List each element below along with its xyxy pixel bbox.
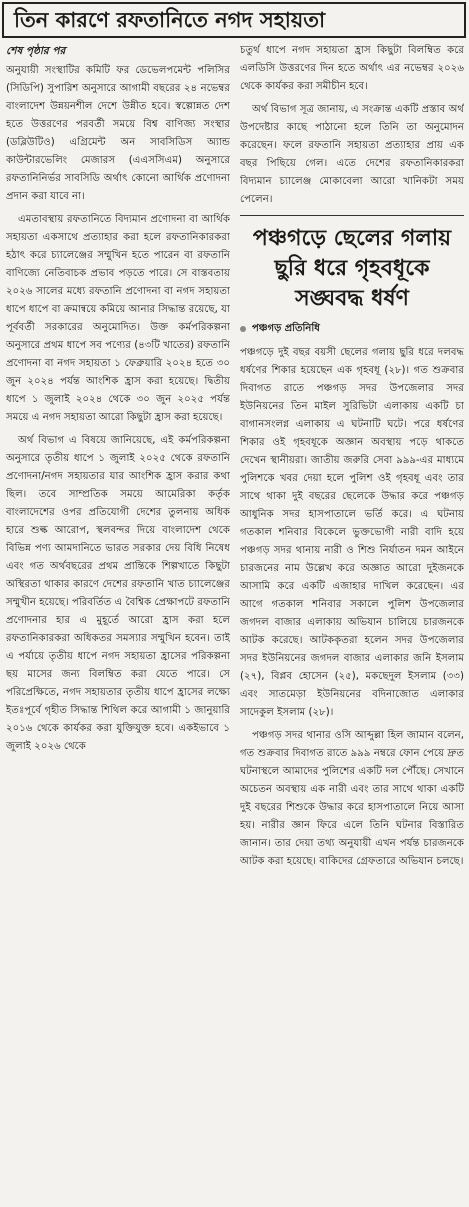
right-paragraph-2: অর্থ বিভাগ সূত্র জানায়, এ সংক্রান্ত একটি প্রস্তাব অর্থ উপদেষ্টার কাছে পাঠানো হলে তিনি তা অনুমোদন করেছেন। ফলে রফতানি সহায়তা প্রত্যাহার প্রায় এক বছর পিছিয়ে গেল। এতে দেশের রফতানিকারকরা বিদ্যমান চ্যালেঞ্জ মোকাবেলা আরো খানিকটা সময় পেলেন। xyxy=(240,104,464,205)
left-paragraph-2: এমতাবস্থায় রফতানিতে বিদ্যমান প্রণোদনা বা আর্থিক সহায়তা একসাথে প্রত্যাহার করা হলে রফতানিকারকরা হঠাৎ করে চ্যালেঞ্জের সম্মুখিন হতে পারেন বা রফতানি বাণিজ্যে নেতিবাচক প্রভাব পড়তে পারে। সে বাস্তবতায় ২০২৬ সালের মধ্যে রফতানি প্রণোদনা বা নগদ সহায়তা ধাপে ধাপে বা ক্রমান্বয়ে কমিয়ে আনার সিদ্ধান্ত রয়েছে, যা পূর্ববর্তী সরকারের অনুমোদিত। উক্ত কর্মপরিকল্পনা অনুসারে প্রথম ধাপে সব পণ্যের (৪৩টি খাতের) রফতানি প্রণোদনা বা নগদ সহায়তা ১ ফেব্রুয়ারি ২০২৪ হতে ৩০ জুন ২০২৪ পর্যন্ত আংশিক হ্রাস করা হয়েছে। দ্বিতীয় ধাপে ১ জুলাই ২০২৪ থেকে ৩০ জুন ২০২৫ পর্যন্ত সময়ে এ নগদ সহায়তা আরো কিছুটা হ্রাস করা হয়েছে। xyxy=(6,214,230,423)
left-column xyxy=(6,42,230,1204)
byline-text: পঞ্চগড় প্রতিনিধি xyxy=(252,323,320,334)
story-paragraph-1: পঞ্চগড়ে দুই বছর বয়সী ছেলের গলায় ছুরি ধরে দলবদ্ধ ধর্ষণের শিকার হয়েছেন এক গৃহবধূ (২৮)। গত শুক্রবার দিবাগত রাতে পঞ্চগড় সদর উপজেলার সদর ইউনিয়নের তিন মাইল সুরিভিটা এলাকায় একটি চা বাগানসংলগ্ন এলাকায় এ ঘটনাটি ঘটে। পরে ধর্ষণের শিকার ওই গৃহবধূকে অজ্ঞান অবস্থায় পড়ে থাকতে দেখেন স্থানীয়রা। জাতীয় জরুরি সেবা ৯৯৯-এর মাধ্যমে পুলিশকে খবর দেয়া হলে পুলিশ ওই গৃহবধূ এবং তার সাথে থাকা দুই বছরের ছেলেকে উদ্ধার করে পঞ্চগড় আধুনিক সদর হাসপাতালে ভর্তি করে। এ ঘটনায় গতকাল শনিবার বিকেলে ভুক্তভোগী নারী বাদি হয়ে পঞ্চগড় সদর থানায় নারী ও শিশু নির্যাতন দমন আইনে চারজনের নাম উল্লেখ করে অজ্ঞাত আরো দুইজনকে আসামি করে একটি এজাহার দাখিল করেছেন। এর আগে গতকাল শনিবার সকালে পুলিশ উপজেলার জগদল বাজার এলাকায় অভিযান চালিয়ে চারজনকে আটক করেছে। আটককৃতরা হলেন সদর উপজেলার সদর ইউনিয়নের জগদল বাজার এলাকার জনি ইসলাম (২৭), বিপ্লব হোসেন (২৫), মকছেদুল ইসলাম (৩৩) এবং সাতমেড়া ইউনিয়নের বদিনাজোত এলাকার সাদেকুল ইসলাম (২৮)। xyxy=(240,347,464,718)
story-paragraph-2: পঞ্চগড় সদর থানার ওসি আব্দুল্লা হিল জামান বলেন, গত শুক্রবার দিবাগত রাতে ৯৯৯ নম্বরে ফোন পেয়ে দ্রুত ঘটনাস্থলে আমাদের পুলিশের একটি দল পৌঁছে। সেখানে অচেতন অবস্থায় এক নারী এবং তার সাথে থাকা একটি দুই বছরের শিশুকে উদ্ধার করে হাসপাতালে নিয়ে আসা হয়। নারীর জ্ঞান ফিরে এলে তিনি ঘটনার বিস্তারিত জানান। তার দেয়া তথ্য অনুযায়ী এখন পর্যন্ত চারজনকে আটক করা হয়েছে। বাকিদের গ্রেফতারে অভিযান চলছে। xyxy=(240,730,464,867)
right-column xyxy=(240,42,464,1204)
second-headline: পঞ্চগড়ে ছেলের গলায় ছুরি ধরে গৃহবধূকে সঙ্ঘবদ্ধ ধর্ষণ xyxy=(252,226,452,311)
main-headline: তিন কারণে রফতানিতে নগদ সহায়তা xyxy=(2,2,466,38)
left-paragraph-1: অনুযায়ী সংস্থাটির কমিটি ফর ডেভেলপমেন্ট পলিসির (সিডিপি) সুপারিশ অনুসারে আগামী বছরের ২৪ নভেম্বর বাংলাদেশ উন্নয়নশীল দেশে উন্নীত হবে। স্বল্পোন্নত দেশ হতে উত্তরণের পরবর্তী সময়ে বিশ্ব বাণিজ্য সংস্থার (ডব্লিউটিও) এগ্রিমেন্ট অন সাবসিডিস অ্যান্ড কাউন্টারভেলিং মেজারস (এএসসিএম) অনুসারে রফতানিনির্ভর সাবসিডি অর্থাৎ কোনো আর্থিক প্রণোদনা প্রদান করা যাবে না। xyxy=(6,65,230,202)
byline xyxy=(240,320,464,338)
left-paragraph-3: অর্থ বিভাগ এ বিষয়ে জানিয়েছে, এই কর্মপরিকল্পনা অনুসারে তৃতীয় ধাপে ১ জুলাই ২০২৫ থেকে রফতানি প্রণোদনা/নগদ সহায়তার যার আংশিক হ্রাস করার কথা ছিল। তবে সাম্প্রতিক সময়ে আমেরিকা কর্তৃক বাংলাদেশের ওপর প্রতিযোগী দেশের তুলনায় অধিক হারে শুল্ক আরোপ, স্থলবন্দর দিয়ে বাংলাদেশ থেকে বিভিন্ন পণ্য আমদানিতে ভারত সরকার দেয় বিধি নিষেধ এবং গত অর্থবছরের প্রথম প্রান্তিকে শিল্পখাতে কিছুটা অস্থিরতা থাকার কারণে দেশের রফতানি খাত চ্যালেঞ্জের সম্মুখীন হয়েছে। পরিবর্তিত এ বৈশ্বিক প্রেক্ষাপটে রফতানি প্রণোদনার হার এ মুহূর্তে আরো হ্রাস করা হলে রফতানিকারকরা অধিকতর সমস্যার সম্মুখিন হবেন। তাই এ পর্যায়ে তৃতীয় ধাপে নগদ সহায়তা হ্রাসের পরিকল্পনা ছয় মাসের জন্য বিলম্বিত করা যেতে পারে। সে পরিপ্রেক্ষিতে, নগদ সহায়তার তৃতীয় ধাপে হ্রাসের লক্ষ্যে ইতঃপূর্বে গৃহীত সিদ্ধান্ত শিথিল করে আগামী ১ জানুয়ারি ২০১৬ থেকে কার্যকর করা যুক্তিযুক্ত হবে। একইভাবে ১ জুলাই ২০২৬ থেকে xyxy=(6,435,230,752)
section-divider xyxy=(240,215,464,216)
bullet-icon xyxy=(240,326,246,332)
right-paragraph-1: চতুর্থ ধাপে নগদ সহায়তা হ্রাস কিছুটা বিলম্বিত করে এলডিসি উত্তরণের দিন হতে অর্থাৎ এর নভেম্বর ২০২৬ থেকে কার্যকর করা সমীচীন হবে। xyxy=(240,45,464,92)
continued-label: শেষ পৃষ্ঠার পর xyxy=(6,45,66,57)
